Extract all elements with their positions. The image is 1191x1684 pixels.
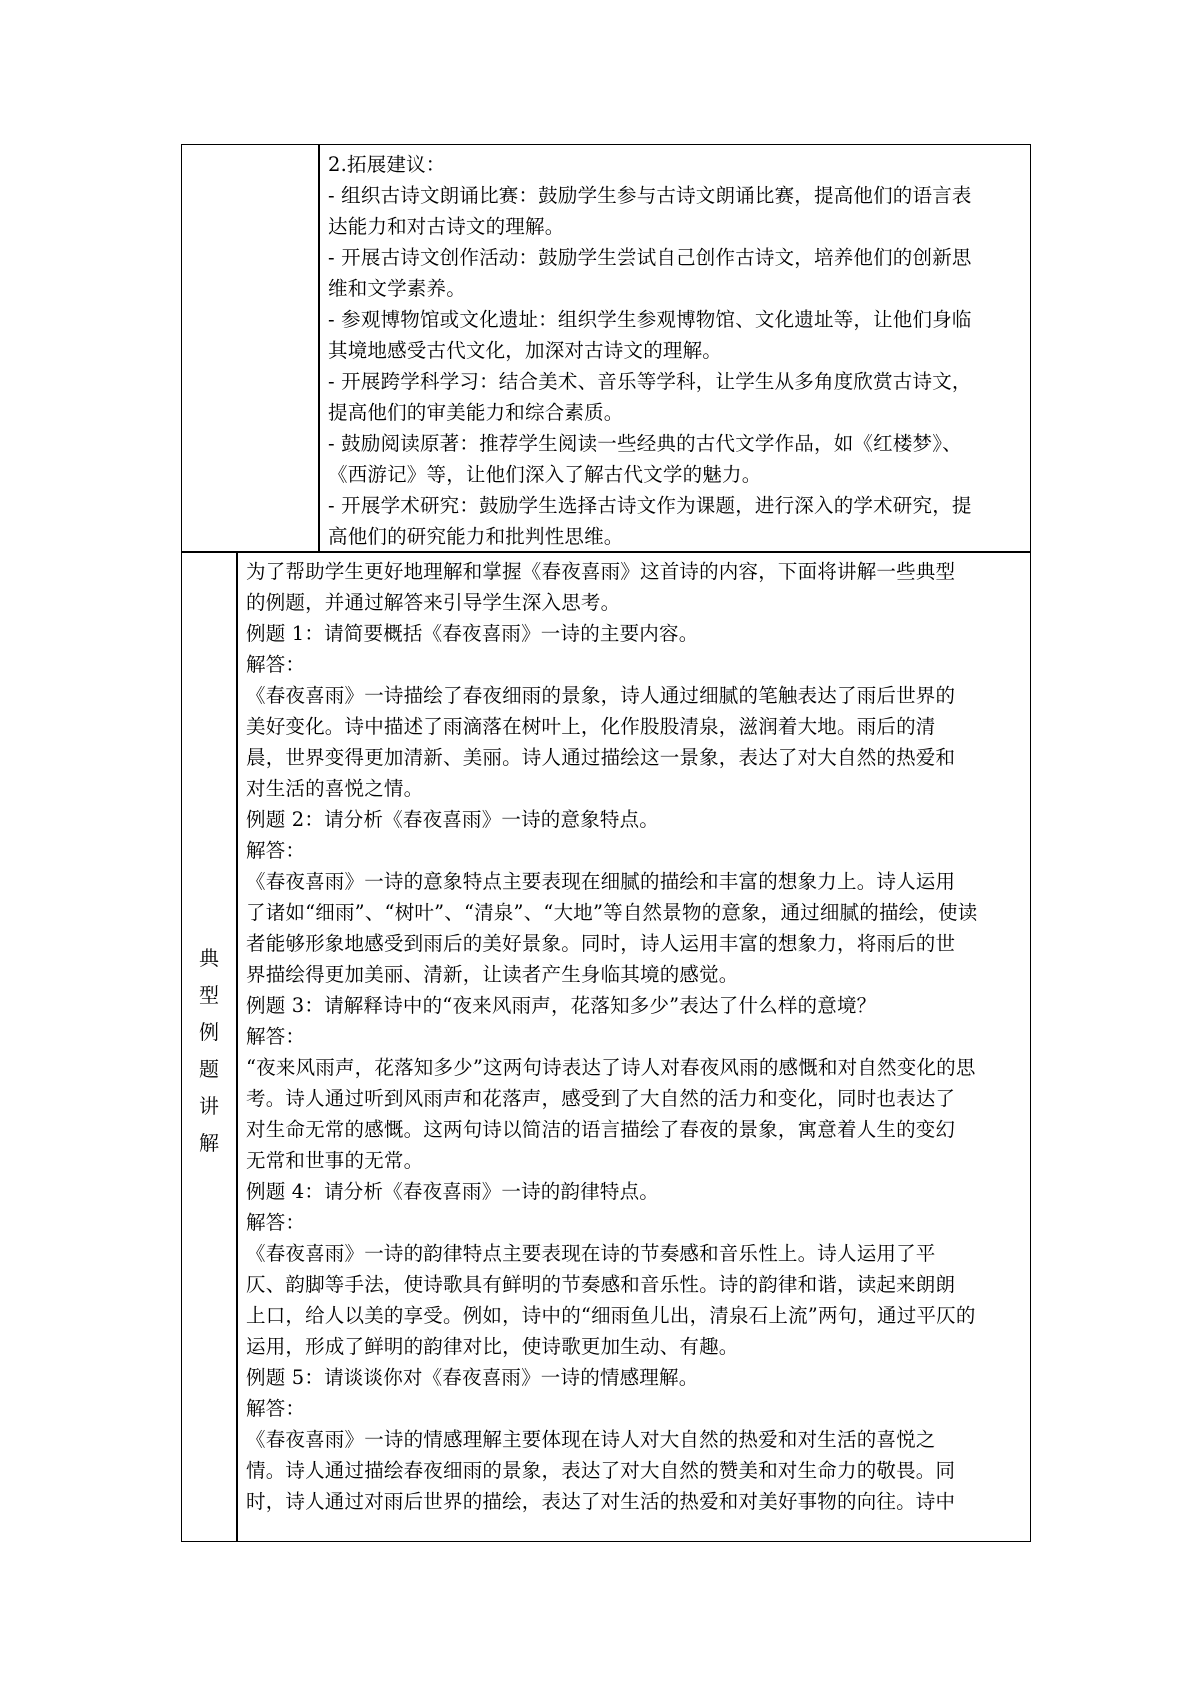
text-line: - 开展跨学科学习：结合美术、音乐等学科，让学生从多角度欣赏古诗文，: [328, 370, 972, 393]
text-line: 情。诗人通过描绘春夜细雨的景象，表达了对大自然的赞美和对生命力的敬畏。同: [246, 1459, 956, 1482]
text-line: 对生活的喜悦之情。: [246, 777, 424, 800]
text-line: 达能力和对古诗文的理解。: [328, 215, 565, 238]
label-char: 典: [199, 946, 219, 970]
text-line: 提高他们的审美能力和综合素质。: [328, 401, 624, 424]
text-line: 无常和世事的无常。: [246, 1149, 424, 1172]
text-line: 时，诗人通过对雨后世界的描绘，表达了对生活的热爱和对美好事物的向往。诗中: [246, 1490, 956, 1513]
text-line: 解答：: [246, 1025, 306, 1048]
text-line: 解答：: [246, 1397, 306, 1420]
text-line: 2.拓展建议：: [328, 153, 446, 176]
label-char: 讲: [199, 1094, 219, 1118]
text-line: 例题 4：请分析《春夜喜雨》一诗的韵律特点。: [246, 1180, 660, 1203]
text-line: 解答：: [246, 653, 306, 676]
text-line: 例题 1：请简要概括《春夜喜雨》一诗的主要内容。: [246, 622, 699, 645]
typical-examples-label: [197, 940, 221, 1162]
text-line: - 组织古诗文朗诵比赛：鼓励学生参与古诗文朗诵比赛，提高他们的语言表: [328, 184, 972, 207]
label-char: 例: [199, 1020, 219, 1044]
text-line: - 开展古诗文创作活动：鼓励学生尝试自己创作古诗文，培养他们的创新思: [328, 246, 972, 269]
text-line: 对生命无常的感慨。这两句诗以简洁的语言描绘了春夜的景象，寓意着人生的变幻: [246, 1118, 956, 1141]
text-line: 《春夜喜雨》一诗描绘了春夜细雨的景象，诗人通过细腻的笔触表达了雨后世界的: [246, 684, 956, 707]
text-line: - 参观博物馆或文化遗址：组织学生参观博物馆、文化遗址等，让他们身临: [328, 308, 972, 331]
text-line: 其境地感受古代文化，加深对古诗文的理解。: [328, 339, 723, 362]
text-line: 为了帮助学生更好地理解和掌握《春夜喜雨》这首诗的内容，下面将讲解一些典型: [246, 560, 956, 583]
text-line: 了诸如“细雨”、“树叶”、“清泉”、“大地”等自然景物的意象，通过细腻的描绘，使读: [246, 901, 978, 924]
text-line: 解答：: [246, 839, 306, 862]
typical-examples-text: [246, 556, 1026, 1517]
label-char: 解: [199, 1131, 219, 1155]
text-line: 运用，形成了鲜明的韵律对比，使诗歌更加生动、有趣。: [246, 1335, 739, 1358]
text-line: 例题 3：请解释诗中的“夜来风雨声，花落知多少”表达了什么样的意境？: [246, 994, 877, 1017]
label-char: 型: [199, 983, 219, 1007]
row1-column-divider: [318, 144, 320, 552]
text-line: 例题 2：请分析《春夜喜雨》一诗的意象特点。: [246, 808, 660, 831]
text-line: 晨，世界变得更加清新、美丽。诗人通过描绘这一景象，表达了对大自然的热爱和: [246, 746, 956, 769]
text-line: 的例题，并通过解答来引导学生深入思考。: [246, 591, 621, 614]
label-char: 题: [199, 1057, 219, 1081]
text-line: 界描绘得更加美丽、清新，让读者产生身临其境的感觉。: [246, 963, 739, 986]
text-line: - 开展学术研究：鼓励学生选择古诗文作为课题，进行深入的学术研究，提: [328, 494, 972, 517]
row2-column-divider: [236, 551, 238, 1542]
text-line: 仄、韵脚等手法，使诗歌具有鲜明的节奏感和音乐性。诗的韵律和谐，读起来朗朗: [246, 1273, 956, 1296]
text-line: 《春夜喜雨》一诗的意象特点主要表现在细腻的描绘和丰富的想象力上。诗人运用: [246, 870, 956, 893]
text-line: 《春夜喜雨》一诗的韵律特点主要表现在诗的节奏感和音乐性上。诗人运用了平: [246, 1242, 936, 1265]
text-line: 解答：: [246, 1211, 306, 1234]
text-line: “夜来风雨声，花落知多少”这两句诗表达了诗人对春夜风雨的感慨和对自然变化的思: [246, 1056, 976, 1079]
text-line: 例题 5：请谈谈你对《春夜喜雨》一诗的情感理解。: [246, 1366, 699, 1389]
text-line: 《西游记》等，让他们深入了解古代文学的魅力。: [328, 463, 762, 486]
text-line: 者能够形象地感受到雨后的美好景象。同时，诗人运用丰富的想象力，将雨后的世: [246, 932, 956, 955]
text-line: 上口，给人以美的享受。例如，诗中的“细雨鱼儿出，清泉石上流”两句，通过平仄的: [246, 1304, 976, 1327]
text-line: 《春夜喜雨》一诗的情感理解主要体现在诗人对大自然的热爱和对生活的喜悦之: [246, 1428, 936, 1451]
extension-suggestions-text: [328, 149, 1026, 552]
text-line: 维和文学素养。: [328, 277, 466, 300]
text-line: 美好变化。诗中描述了雨滴落在树叶上，化作股股清泉，滋润着大地。雨后的清: [246, 715, 936, 738]
text-line: 考。诗人通过听到风雨声和花落声，感受到了大自然的活力和变化，同时也表达了: [246, 1087, 956, 1110]
text-line: 高他们的研究能力和批判性思维。: [328, 525, 624, 548]
text-line: - 鼓励阅读原著：推荐学生阅读一些经典的古代文学作品，如《红楼梦》、: [328, 432, 962, 455]
